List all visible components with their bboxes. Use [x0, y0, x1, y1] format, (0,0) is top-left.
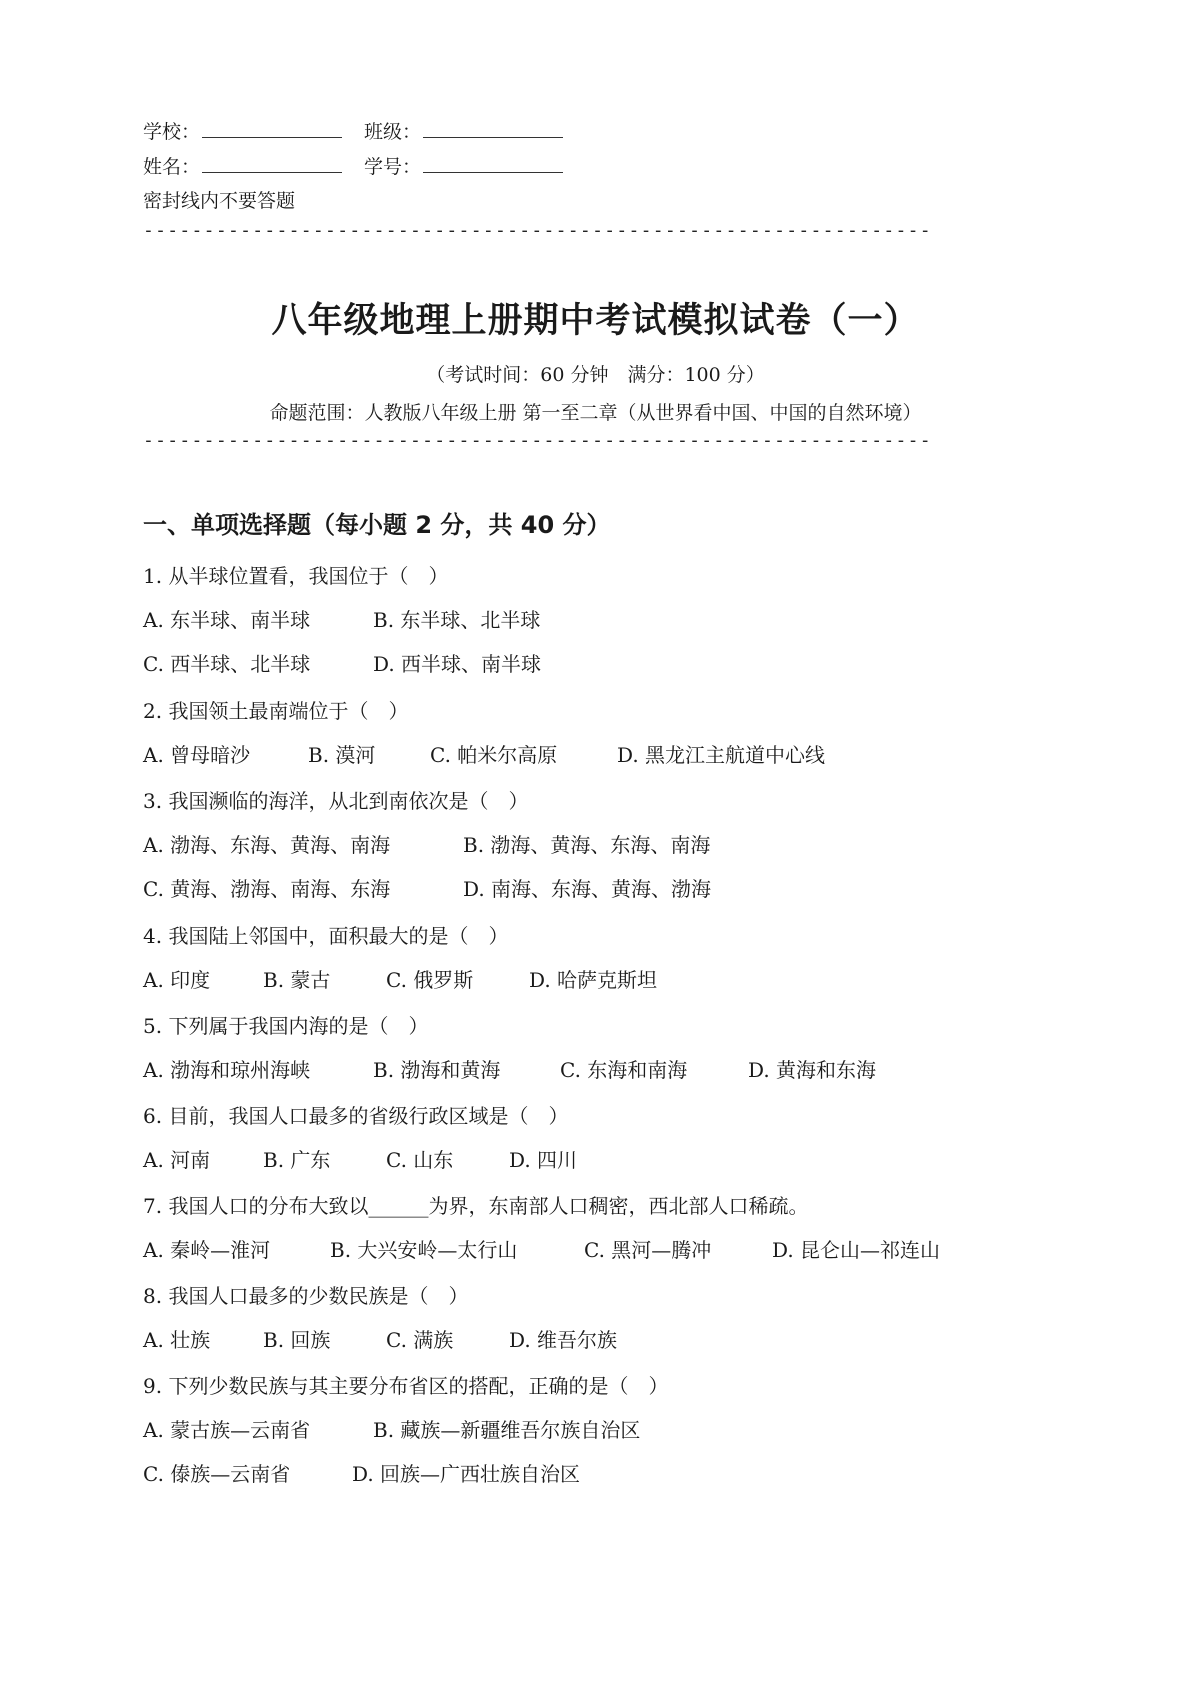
question-stem: 2. 我国领土最南端位于（ ） — [143, 699, 409, 723]
question-stem: 5. 下列属于我国内海的是（ ） — [143, 1014, 429, 1038]
option: C. 西半球、北半球 — [143, 652, 311, 676]
option: C. 黑河—腾冲 — [584, 1238, 712, 1262]
name-label: 姓名： — [143, 156, 201, 178]
option: D. 黄海和东海 — [748, 1058, 877, 1082]
option: C. 东海和南海 — [560, 1058, 688, 1082]
id-label: 学号： — [364, 156, 422, 178]
question-stem: 7. 我国人口的分布大致以______为界，东南部人口稠密，西北部人口稀疏。 — [143, 1194, 809, 1218]
question-stem: 6. 目前，我国人口最多的省级行政区域是（ ） — [143, 1104, 569, 1128]
exam-scope: 命题范围：人教版八年级上册 第一至二章（从世界看中国、中国的自然环境） — [269, 402, 922, 424]
question-stem: 4. 我国陆上邻国中，面积最大的是（ ） — [143, 924, 509, 948]
question-stem: 8. 我国人口最多的少数民族是（ ） — [143, 1284, 469, 1308]
name-blank — [202, 154, 342, 173]
seal-note: 密封线内不要答题 — [143, 190, 296, 212]
option: B. 广东 — [263, 1148, 331, 1172]
class-blank — [423, 119, 563, 138]
school-blank — [202, 119, 342, 138]
id-blank — [423, 154, 563, 173]
option: C. 帕米尔高原 — [430, 743, 558, 767]
option: D. 西半球、南半球 — [373, 652, 542, 676]
option: A. 渤海和琼州海峡 — [143, 1058, 311, 1082]
option: D. 维吾尔族 — [509, 1328, 618, 1352]
option: C. 俄罗斯 — [386, 968, 474, 992]
question-stem: 9. 下列少数民族与其主要分布省区的搭配，正确的是（ ） — [143, 1374, 669, 1398]
header-row-1 — [143, 117, 563, 144]
options-row — [143, 648, 541, 677]
school-label: 学校： — [143, 121, 201, 143]
option: A. 壮族 — [143, 1328, 211, 1352]
seal-divider-top: ----------------------------------------------------------------- — [143, 220, 932, 241]
option: B. 漠河 — [308, 743, 376, 767]
option: D. 昆仑山—祁连山 — [772, 1238, 941, 1262]
option: C. 山东 — [386, 1148, 454, 1172]
option: B. 藏族—新疆维吾尔族自治区 — [373, 1418, 641, 1442]
options-row — [143, 873, 711, 902]
option: B. 大兴安岭—太行山 — [330, 1238, 518, 1262]
option: B. 东半球、北半球 — [373, 608, 541, 632]
options-row — [143, 739, 825, 768]
options-row — [143, 1414, 640, 1443]
option: A. 东半球、南半球 — [143, 608, 311, 632]
option: A. 秦岭—淮河 — [143, 1238, 271, 1262]
option: C. 傣族—云南省 — [143, 1462, 291, 1486]
option: B. 渤海、黄海、东海、南海 — [463, 833, 711, 857]
class-label: 班级： — [364, 121, 422, 143]
question-stem: 3. 我国濒临的海洋，从北到南依次是（ ） — [143, 789, 529, 813]
options-row — [143, 1144, 577, 1173]
exam-info: （考试时间：60 分钟 满分：100 分） — [426, 364, 765, 386]
options-row — [143, 829, 710, 858]
option: A. 曾母暗沙 — [143, 743, 251, 767]
options-row — [143, 964, 657, 993]
option: A. 印度 — [143, 968, 211, 992]
option: D. 回族—广西壮族自治区 — [352, 1462, 581, 1486]
options-row — [143, 1324, 617, 1353]
section-heading: 一、单项选择题（每小题 2 分，共 40 分） — [143, 511, 611, 539]
option: B. 蒙古 — [263, 968, 331, 992]
option: C. 满族 — [386, 1328, 454, 1352]
option: D. 四川 — [509, 1148, 578, 1172]
option: A. 渤海、东海、黄海、南海 — [143, 833, 391, 857]
option: C. 黄海、渤海、南海、东海 — [143, 877, 391, 901]
option: D. 黑龙江主航道中心线 — [617, 743, 826, 767]
option: D. 哈萨克斯坦 — [529, 968, 658, 992]
option: B. 渤海和黄海 — [373, 1058, 501, 1082]
page-title: 八年级地理上册期中考试模拟试卷（一） — [271, 301, 920, 341]
option: B. 回族 — [263, 1328, 331, 1352]
option: A. 蒙古族—云南省 — [143, 1418, 311, 1442]
options-row — [143, 1054, 876, 1083]
header-row-2 — [143, 152, 563, 179]
seal-divider-bottom: ----------------------------------------------------------------- — [143, 430, 932, 451]
question-stem: 1. 从半球位置看，我国位于（ ） — [143, 564, 449, 588]
options-row — [143, 604, 540, 633]
option: D. 南海、东海、黄海、渤海 — [463, 877, 712, 901]
option: A. 河南 — [143, 1148, 211, 1172]
options-row — [143, 1234, 940, 1263]
options-row — [143, 1458, 580, 1487]
